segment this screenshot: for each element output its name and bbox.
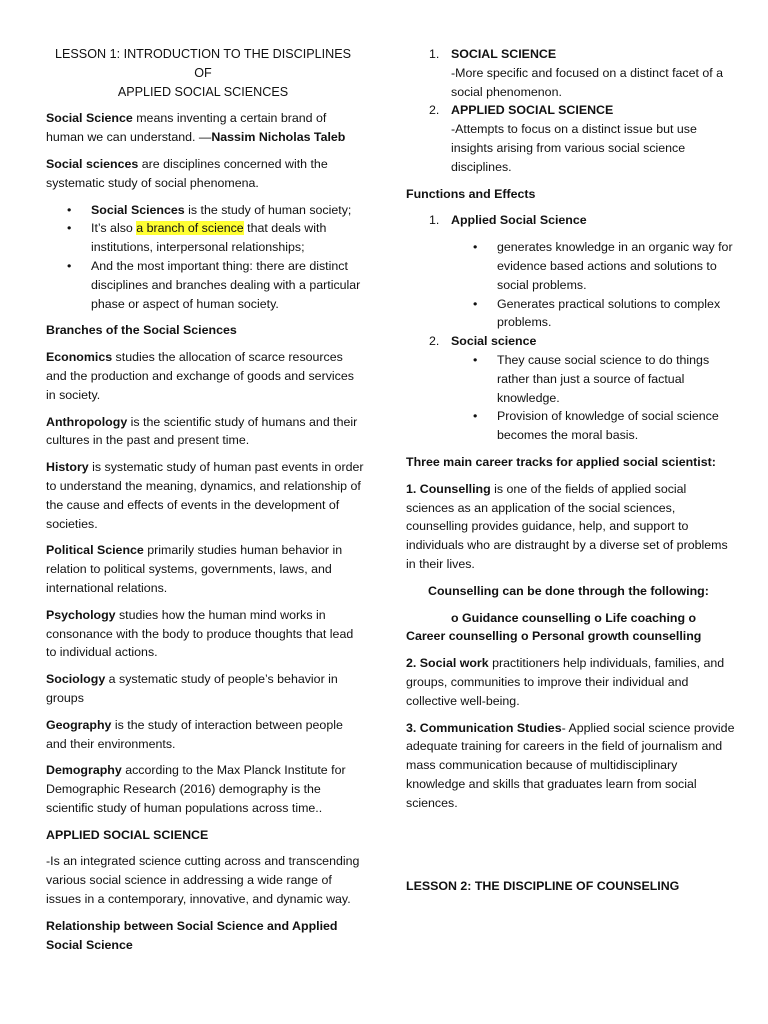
lesson-1-title: LESSON 1: INTRODUCTION TO THE DISCIPLINES OF APPLIED SOCIAL SCIENCES: [54, 47, 351, 99]
branches-heading: Branches of the Social Sciences: [46, 323, 237, 338]
career-social-work: 2. Social work practitioners help individuals, families, and groups, communities to improve their individual and collective well-being.: [406, 656, 725, 708]
branch-anthropology: Anthropology is the scientific study of humans and their cultures in the past and present time.: [46, 414, 358, 448]
branch-geography: Geography is the study of interaction between people and their environments.: [46, 717, 343, 751]
list-item: • generates knowledge in an organic way for evidence based actions and solutions to social problems.: [406, 238, 736, 294]
lesson-2-title: LESSON 2: THE DISCIPLINE OF COUNSELING: [406, 879, 680, 894]
list-item: • They cause social science to do things rather than just a source of factual knowledge.: [406, 351, 736, 407]
branch-psychology: Psychology studies how the human mind works in consonance with the body to produce thoughts that lead to individual actions.: [46, 607, 354, 660]
counselling-through: Counselling can be done through the following:: [428, 583, 709, 598]
applied-functions-bullets: [406, 238, 736, 332]
functions-list-2: [406, 332, 736, 351]
applied-social-science-definition: -Is an integrated science cutting across and transcending various social science in addressing a wide range of issues in a contemporary, innovative, and dynamic way.: [46, 854, 360, 907]
functions-list: [406, 211, 736, 230]
left-column: [46, 0, 366, 962]
branch-economics: Economics studies the allocation of scarce resources and the production and exchange of goods and services in society.: [46, 350, 354, 402]
social-functions-bullets: [406, 351, 736, 445]
list-item: 1. SOCIAL SCIENCE -More specific and focused on a distinct facet of a social phenomenon.: [429, 47, 724, 99]
list-item: • And the most important thing: there are distinct disciplines and branches dealing with a particular phase or aspect of human society.: [46, 257, 366, 313]
functions-heading: Functions and Effects: [406, 186, 536, 201]
list-item: 1. Applied Social Science: [429, 213, 587, 228]
relationship-heading: Relationship between Social Science and Applied Social Science: [46, 918, 338, 952]
social-science-bullets: [46, 201, 366, 314]
branch-history: History is systematic study of human past events in order to understand the meaning, dynamics, and relationship of the cause and effects of events in the development of societies.: [46, 460, 364, 531]
list-item: • Social Sciences is the study of human society;: [46, 201, 366, 220]
career-counselling: 1. Counselling is one of the fields of applied social sciences as an application of the social sciences, counselling provides guidance, help, and support to individuals who are distraught by a diverse set of problems in their lives.: [406, 481, 728, 571]
branch-political-science: Political Science primarily studies human behavior in relation to political systems, governments, laws, and international relations.: [46, 543, 343, 595]
branch-sociology: Sociology a systematic study of people’s behavior in groups: [46, 672, 338, 705]
social-sciences-definition: Social sciences are disciplines concerned with the systematic study of social phenomena.: [46, 156, 328, 190]
taleb-quote: Social Science means inventing a certain brand of human we can understand. —Nassim Nicholas Taleb: [46, 111, 346, 145]
branch-demography: Demography according to the Max Planck Institute for Demographic Research (2016) demography is the scientific study of human populations across time..: [46, 763, 346, 815]
list-item: 2. Social science: [429, 334, 537, 349]
counselling-options: o Guidance counselling o Life coaching o Career counselling o Personal growth counselling: [406, 610, 702, 644]
applied-social-science-heading: APPLIED SOCIAL SCIENCE: [46, 827, 209, 842]
list-item: • Generates practical solutions to complex problems.: [406, 295, 736, 333]
career-communication-studies: 3. Communication Studies- Applied social science provide adequate training for careers in the field of journalism and mass communication because of multidisciplinary knowledge and skills that graduates learn from social sciences.: [406, 720, 735, 810]
science-comparison-list: [406, 45, 736, 177]
highlighted-text: a branch of science: [136, 221, 244, 236]
list-item: 2. APPLIED SOCIAL SCIENCE -Attempts to focus on a distinct issue but use insights arising from various social science disciplines.: [429, 103, 697, 174]
list-item: • It’s also a branch of science that deals with institutions, interpersonal relationships;: [46, 219, 366, 257]
career-tracks-heading: Three main career tracks for applied social scientist:: [406, 454, 716, 469]
right-column: [406, 0, 736, 904]
list-item: • Provision of knowledge of social science becomes the moral basis.: [406, 407, 736, 445]
